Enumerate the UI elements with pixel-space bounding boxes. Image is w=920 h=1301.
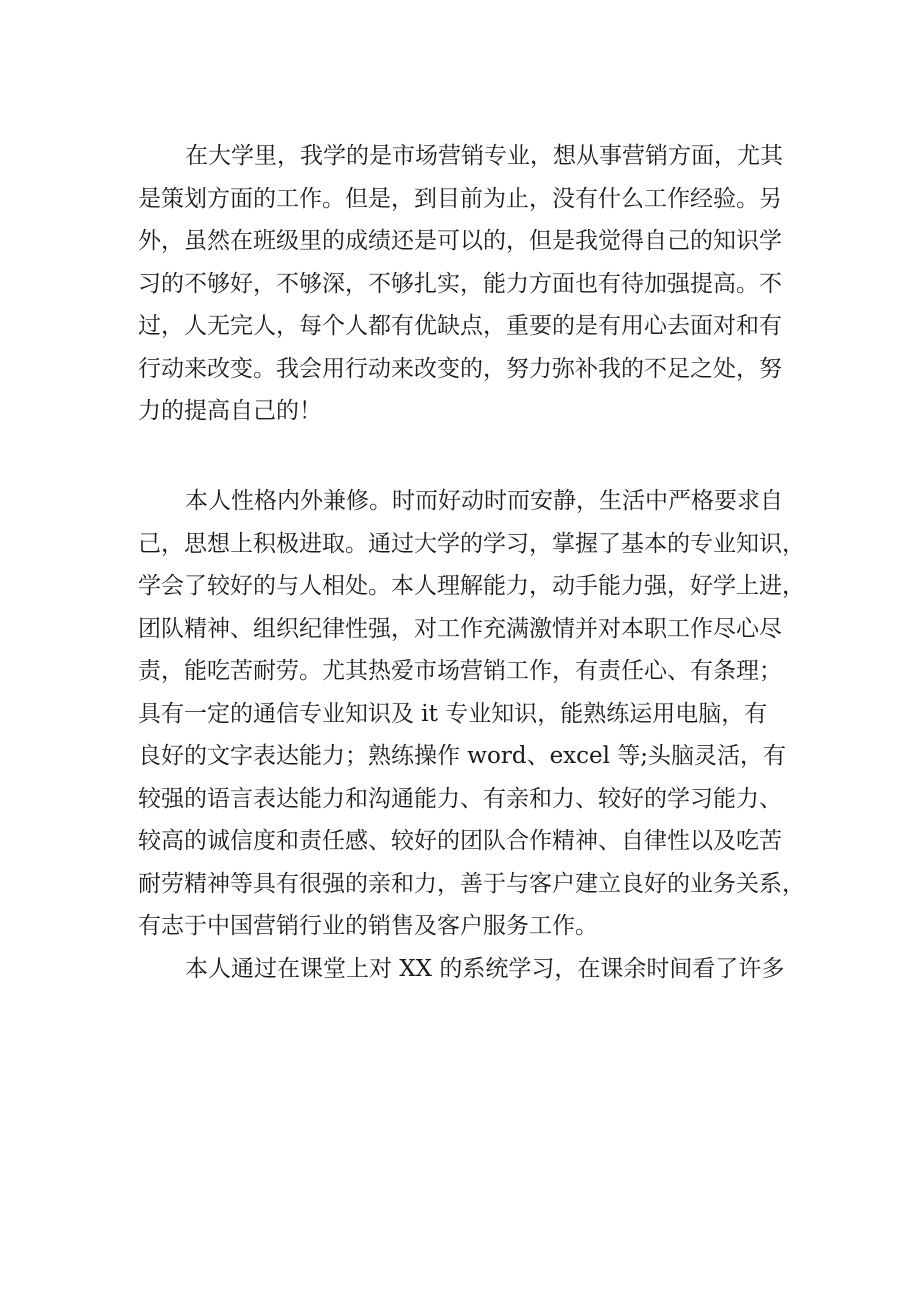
paragraph-2 [138,480,805,948]
paragraph-line: 有志于中国营销行业的销售及客户服务工作。 [138,913,598,939]
paragraph-line: 己，思想上积极进取。通过大学的学习，掌握了基本的专业知识， [138,530,805,557]
paragraph-line: 本人性格内外兼修。时而好动时而安静，生活中严格要求自 [185,488,783,514]
paragraph-line: 团队精神、组织纪律性强，对工作充满激情并对本职工作尽心尽 [138,615,782,642]
paragraph-line: 在大学里，我学的是市场营销专业，想从事营销方面，尤其 [185,143,783,169]
paragraph-line: 较高的诚信度和责任感、较好的团队合作精神、自律性以及吃苦 [138,828,782,854]
paragraph-line: 良好的文字表达能力；熟练操作 word、excel 等;头脑灵活，有 [138,743,787,769]
paragraph-line: 责，能吃苦耐劳。尤其热爱市场营销工作，有责任心、有条理； [138,658,782,684]
paragraph-line: 外，虽然在班级里的成绩还是可以的，但是我觉得自己的知识学 [138,228,782,254]
paragraph-line: 本人通过在课堂上对 XX 的系统学习，在课余时间看了许多 [185,956,785,982]
paragraph-line: 较强的语言表达能力和沟通能力、有亲和力、较好的学习能力、 [138,785,782,812]
paragraph-line: 力的提高自己的！ [138,398,322,424]
paragraph-3 [138,948,798,991]
paragraph-line: 学会了较好的与人相处。本人理解能力，动手能力强，好学上进， [138,573,805,599]
paragraph-line: 过，人无完人，每个人都有优缺点，重要的是有用心去面对和有 [138,313,782,339]
paragraph-line: 具有一定的通信专业知识及 it 专业知识，能熟练运用电脑，有 [138,700,768,727]
paragraph-line: 是策划方面的工作。但是，到目前为止，没有什么工作经验。另 [138,185,782,212]
paragraph-line: 耐劳精神等具有很强的亲和力，善于与客户建立良好的业务关系， [138,870,805,897]
paragraph-line: 习的不够好，不够深，不够扎实，能力方面也有待加强提高。不 [138,270,782,297]
paragraph-1 [138,135,798,433]
paragraph-line: 行动来改变。我会用行动来改变的，努力弥补我的不足之处，努 [138,355,782,382]
